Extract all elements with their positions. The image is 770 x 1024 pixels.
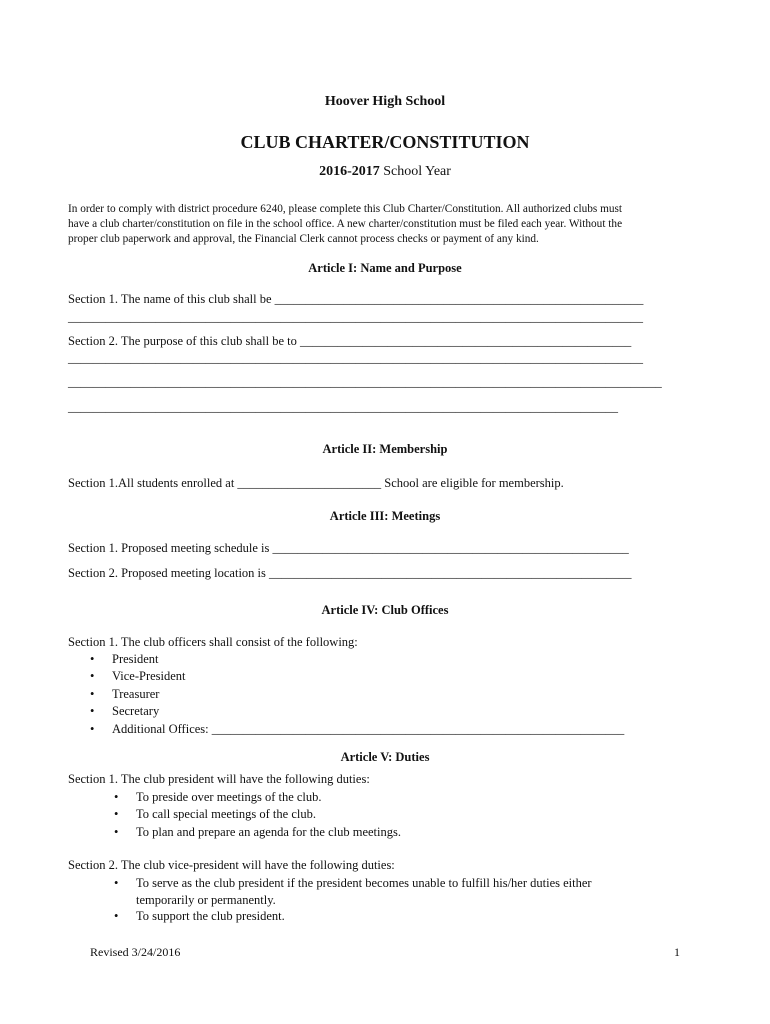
intro-line-2: have a club charter/constitution on file in the school office. A new charter/constitution must be filed each year. Without the [68, 218, 623, 230]
membership-field: Section 1.All students enrolled at _______________________ School are eligible for membership. [68, 476, 564, 490]
intro-line-1: In order to comply with district procedure 6240, please complete this Club Charter/Constitution. All authorized clubs must [68, 203, 623, 215]
school-name: Hoover High School [324, 94, 446, 109]
page-number: 1 [674, 945, 680, 959]
bullet-icon: • [90, 722, 95, 736]
president-duty-item: • To plan and prepare an agenda for the club meetings. [114, 825, 401, 839]
vp-duty-item-continuation: temporarily or permanently. [136, 893, 276, 907]
officer-item-additional: • Additional Offices: __________________________________________________________________ [90, 722, 625, 736]
school-year [0, 164, 770, 180]
officer-item: • President [90, 652, 159, 666]
revision-date: Revised 3/24/2016 [90, 945, 181, 959]
vp-duty-item: • To support the club president. [114, 909, 285, 923]
bullet-icon: • [90, 687, 95, 701]
club-purpose-field: Section 2. The purpose of this club shall be to _____________________________________________________ [68, 334, 632, 348]
officer-item: • Treasurer [90, 687, 160, 701]
bullet-icon: • [90, 652, 95, 666]
officers-intro: Section 1. The club officers shall consist of the following: [68, 635, 358, 649]
bullet-icon: • [90, 669, 95, 683]
bullet-icon: • [114, 909, 119, 923]
president-duties-intro: Section 1. The club president will have the following duties: [68, 772, 370, 786]
bullet-icon: • [114, 790, 119, 804]
school-year-label: School Year [379, 164, 451, 179]
meeting-location-field: Section 2. Proposed meeting location is __________________________________________________________ [68, 566, 632, 580]
officer-item: • Secretary [90, 704, 160, 718]
president-duty-item: • To call special meetings of the club. [114, 807, 316, 821]
president-duty-item: • To preside over meetings of the club. [114, 790, 322, 804]
club-purpose-line-1: ____________________________________________________________________________________________ [68, 351, 643, 365]
article-4-heading: Article IV: Club Offices [321, 603, 449, 617]
bullet-icon: • [114, 876, 119, 890]
school-year-range: 2016-2017 [319, 164, 380, 179]
document-title: CLUB CHARTER/CONSTITUTION [240, 132, 530, 152]
bullet-icon: • [114, 807, 119, 821]
article-1-heading: Article I: Name and Purpose [308, 261, 462, 275]
bullet-icon: • [114, 825, 119, 839]
article-3-heading: Article III: Meetings [329, 509, 441, 523]
club-name-field: Section 1. The name of this club shall be ___________________________________________________________ [68, 292, 644, 306]
article-2-heading: Article II: Membership [322, 442, 448, 456]
intro-line-3: proper club paperwork and approval, the Financial Clerk cannot process checks or payment of any kind. [68, 233, 539, 245]
vp-duties-intro: Section 2. The club vice-president will have the following duties: [68, 858, 395, 872]
officer-item: • Vice-President [90, 669, 186, 683]
club-purpose-line-3: ________________________________________________________________________________________ [68, 400, 618, 414]
club-name-line: ____________________________________________________________________________________________ [68, 310, 643, 324]
article-5-heading: Article V: Duties [340, 750, 430, 764]
vp-duty-item: • To serve as the club president if the president becomes unable to fulfill his/her duties either [114, 876, 592, 890]
bullet-icon: • [90, 704, 95, 718]
meeting-schedule-field: Section 1. Proposed meeting schedule is _________________________________________________________ [68, 541, 629, 555]
club-purpose-line-2: _______________________________________________________________________________________________ [68, 375, 662, 389]
